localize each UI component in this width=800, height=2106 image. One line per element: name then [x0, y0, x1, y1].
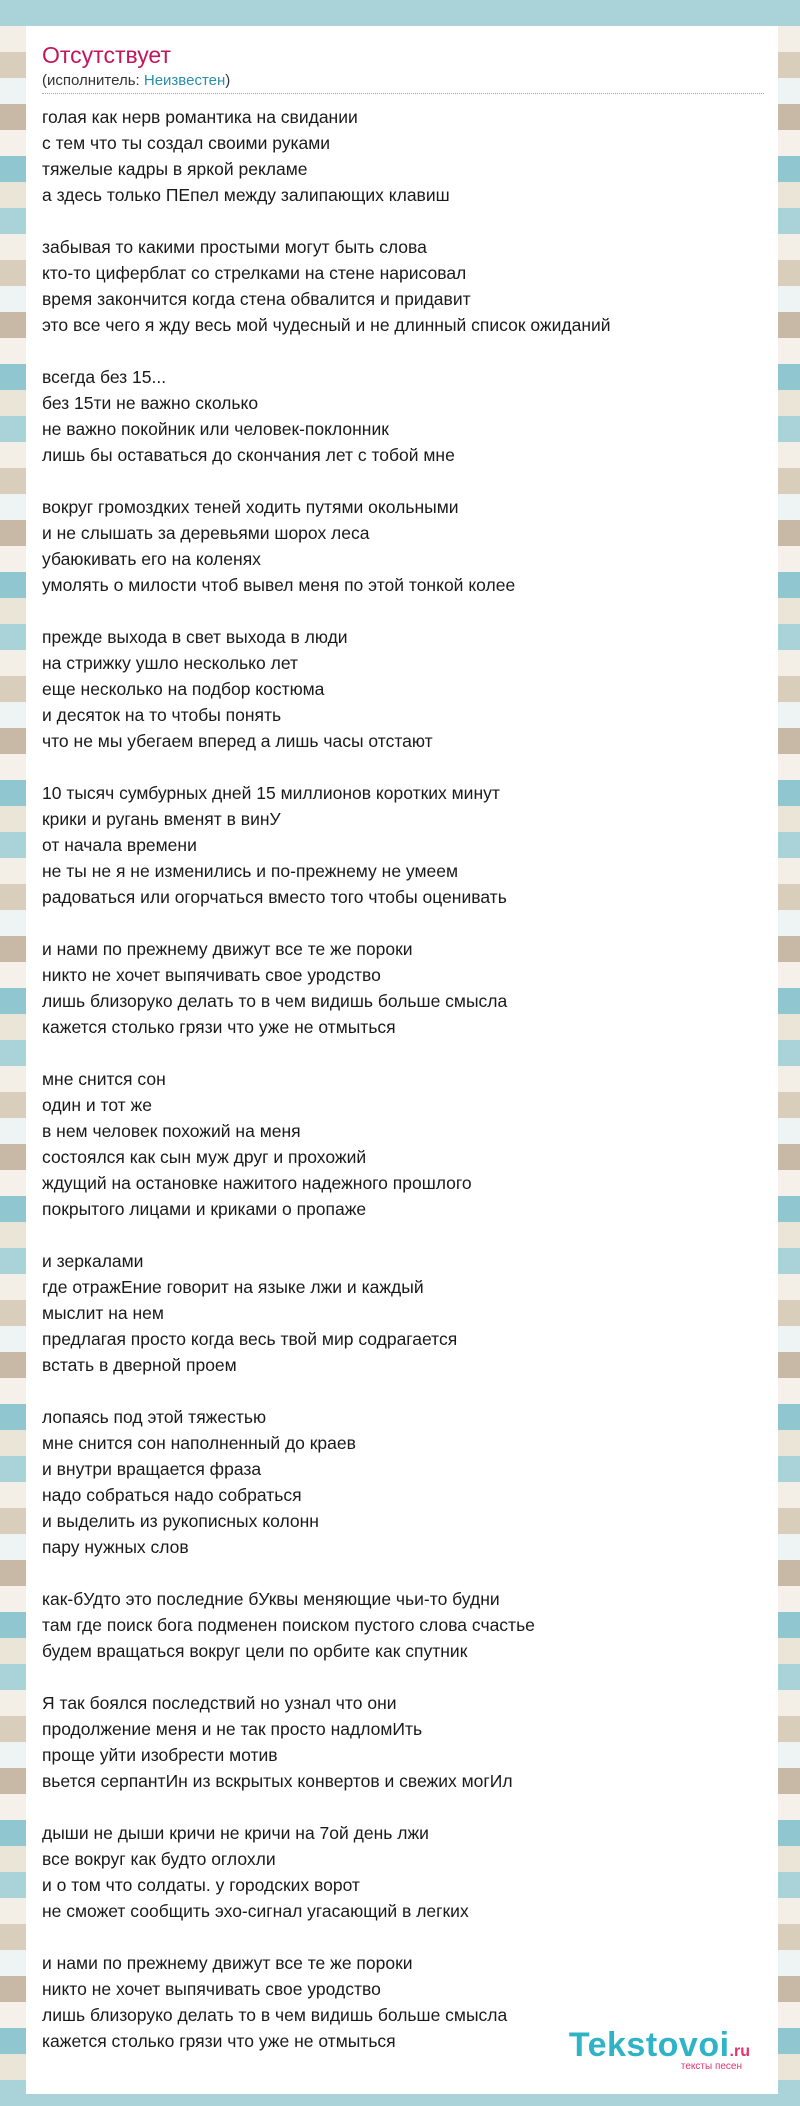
lyrics-line: состоялся как сын муж друг и прохожий — [42, 1147, 367, 1167]
lyrics-line: умолять о милости чтоб вывел меня по этой тонкой колее — [42, 575, 516, 595]
lyrics-line: дыши не дыши кричи не кричи на 7ой день лжи — [42, 1823, 429, 1843]
lyrics-line: покрытого лицами и криками о пропаже — [42, 1199, 367, 1219]
lyrics-line: кажется столько грязи что уже не отмыться — [42, 1017, 396, 1037]
lyrics-line: на стрижку ушло несколько лет — [42, 653, 298, 673]
lyrics-line: кто-то циферблат со стрелками на стене нарисовал — [42, 263, 467, 283]
lyrics-line: мне снится сон — [42, 1069, 166, 1089]
lyrics-line: ждущий на остановке нажитого надежного прошлого — [42, 1173, 472, 1193]
lyrics-stanza — [42, 936, 762, 1040]
lyrics-line: никто не хочет выпячивать свое уродство — [42, 965, 381, 985]
lyrics-stanza — [42, 494, 762, 598]
lyrics-line: забывая то какими простыми могут быть слова — [42, 237, 427, 257]
lyrics-line: проще уйти изобрести мотив — [42, 1745, 278, 1765]
lyrics-line: крики и ругань вменят в винУ — [42, 809, 281, 829]
artist-prefix: (исполнитель: — [42, 72, 144, 89]
lyrics-line: предлагая просто когда весь твой мир содрагается — [42, 1329, 458, 1349]
lyrics-line: еще несколько на подбор костюма — [42, 679, 325, 699]
site-logo[interactable] — [569, 2026, 750, 2072]
lyrics-line: Я так боялся последствий но узнал что они — [42, 1693, 397, 1713]
lyrics-stanza — [42, 1690, 762, 1794]
lyrics-line: и нами по прежнему движут все те же пороки — [42, 939, 413, 959]
lyrics-line: это все чего я жду весь мой чудесный и не длинный список ожиданий — [42, 315, 611, 335]
lyrics-line: мне снится сон наполненный до краев — [42, 1433, 356, 1453]
lyrics-line: прежде выхода в свет выхода в люди — [42, 627, 348, 647]
lyrics-line: один и тот же — [42, 1095, 152, 1115]
lyrics-line: голая как нерв романтика на свидании — [42, 107, 358, 127]
lyrics-stanza — [42, 1066, 762, 1222]
song-title: Отсутствует — [42, 42, 171, 68]
lyrics-stanza — [42, 780, 762, 910]
lyrics-line: от начала времени — [42, 835, 197, 855]
lyrics-line: лишь близоруко делать то в чем видишь больше смысла — [42, 2005, 508, 2025]
lyrics-line: продолжение меня и не так просто надломИть — [42, 1719, 423, 1739]
lyrics-stanza — [42, 364, 762, 468]
artist-suffix: ) — [225, 72, 231, 89]
lyrics-line: 10 тысяч сумбурных дней 15 миллионов коротких минут — [42, 783, 500, 803]
lyrics-stanza — [42, 1404, 762, 1560]
lyrics-line: и десяток на то чтобы понять — [42, 705, 282, 725]
lyrics-line: радоваться или огорчаться вместо того чтобы оценивать — [42, 887, 507, 907]
lyrics-line: никто не хочет выпячивать свое уродство — [42, 1979, 381, 1999]
title-divider — [42, 93, 764, 94]
lyrics-line: лишь близоруко делать то в чем видишь больше смысла — [42, 991, 508, 1011]
lyrics-line: лопаясь под этой тяжестью — [42, 1407, 267, 1427]
lyrics-line: всегда без 15... — [42, 367, 167, 387]
lyrics-line: и внутри вращается фраза — [42, 1459, 262, 1479]
lyrics-line: убаюкивать его на коленях — [42, 549, 261, 569]
lyrics-line: и зеркалами — [42, 1251, 144, 1271]
lyrics-stanza — [42, 1820, 762, 1924]
lyrics-line: там где поиск бога подменен поиском пустого слова счастье — [42, 1615, 535, 1635]
lyrics-line: не сможет сообщить эхо-сигнал угасающий в легких — [42, 1901, 469, 1921]
lyrics-stanza — [42, 1248, 762, 1378]
lyrics-line: тяжелые кадры в яркой рекламе — [42, 159, 308, 179]
lyrics-line: будем вращаться вокруг цели по орбите как спутник — [42, 1641, 468, 1661]
lyrics-line: и нами по прежнему движут все те же пороки — [42, 1953, 413, 1973]
logo-tagline: тексты песен — [680, 2061, 742, 2072]
artist-line — [42, 72, 230, 89]
logo-brand: Tekstovoi — [568, 2026, 730, 2064]
lyrics-line: мыслит на нем — [42, 1303, 164, 1323]
lyrics-line: с тем что ты создал своими руками — [42, 133, 331, 153]
lyrics-line: все вокруг как будто оглохли — [42, 1849, 276, 1869]
artist-link[interactable]: Неизвестен — [143, 72, 226, 89]
lyrics-line: встать в дверной проем — [42, 1355, 237, 1375]
lyrics-line: лишь бы оставаться до скончания лет с тобой мне — [42, 445, 455, 465]
lyrics-line: без 15ти не важно сколько — [42, 393, 259, 413]
lyrics-card — [26, 26, 778, 2094]
lyrics-stanza — [42, 1586, 762, 1664]
lyrics-line: в нем человек похожий на меня — [42, 1121, 301, 1141]
lyrics-line: как-бУдто это последние бУквы меняющие чьи-то будни — [42, 1589, 500, 1609]
lyrics-line: надо собраться надо собраться — [42, 1485, 302, 1505]
lyrics-line: что не мы убегаем вперед а лишь часы отстают — [42, 731, 433, 751]
lyrics-line: и выделить из рукописных колонн — [42, 1511, 319, 1531]
lyrics-line: не ты не я не изменились и по-прежнему не умеем — [42, 861, 458, 881]
lyrics-stanza — [42, 234, 762, 338]
lyrics-line: и не слышать за деревьями шорох леса — [42, 523, 370, 543]
lyrics-stanza — [42, 624, 762, 754]
lyrics-line: где отражЕние говорит на языке лжи и каждый — [42, 1277, 424, 1297]
lyrics-line: не важно покойник или человек-поклонник — [42, 419, 389, 439]
lyrics-line: вьется серпантИн из вскрытых конвертов и свежих могИл — [42, 1771, 513, 1791]
lyrics-line: время закончится когда стена обвалится и придавит — [42, 289, 471, 309]
lyrics-line: а здесь только ПЕпел между залипающих клавиш — [42, 185, 450, 205]
lyrics-body — [42, 104, 762, 2080]
lyrics-line: кажется столько грязи что уже не отмыться — [42, 2031, 396, 2051]
logo-tld: .ru — [729, 2043, 750, 2060]
lyrics-line: и о том что солдаты. у городских ворот — [42, 1875, 360, 1895]
lyrics-line: вокруг громоздких теней ходить путями окольными — [42, 497, 459, 517]
lyrics-line: пару нужных слов — [42, 1537, 189, 1557]
lyrics-stanza — [42, 104, 762, 208]
